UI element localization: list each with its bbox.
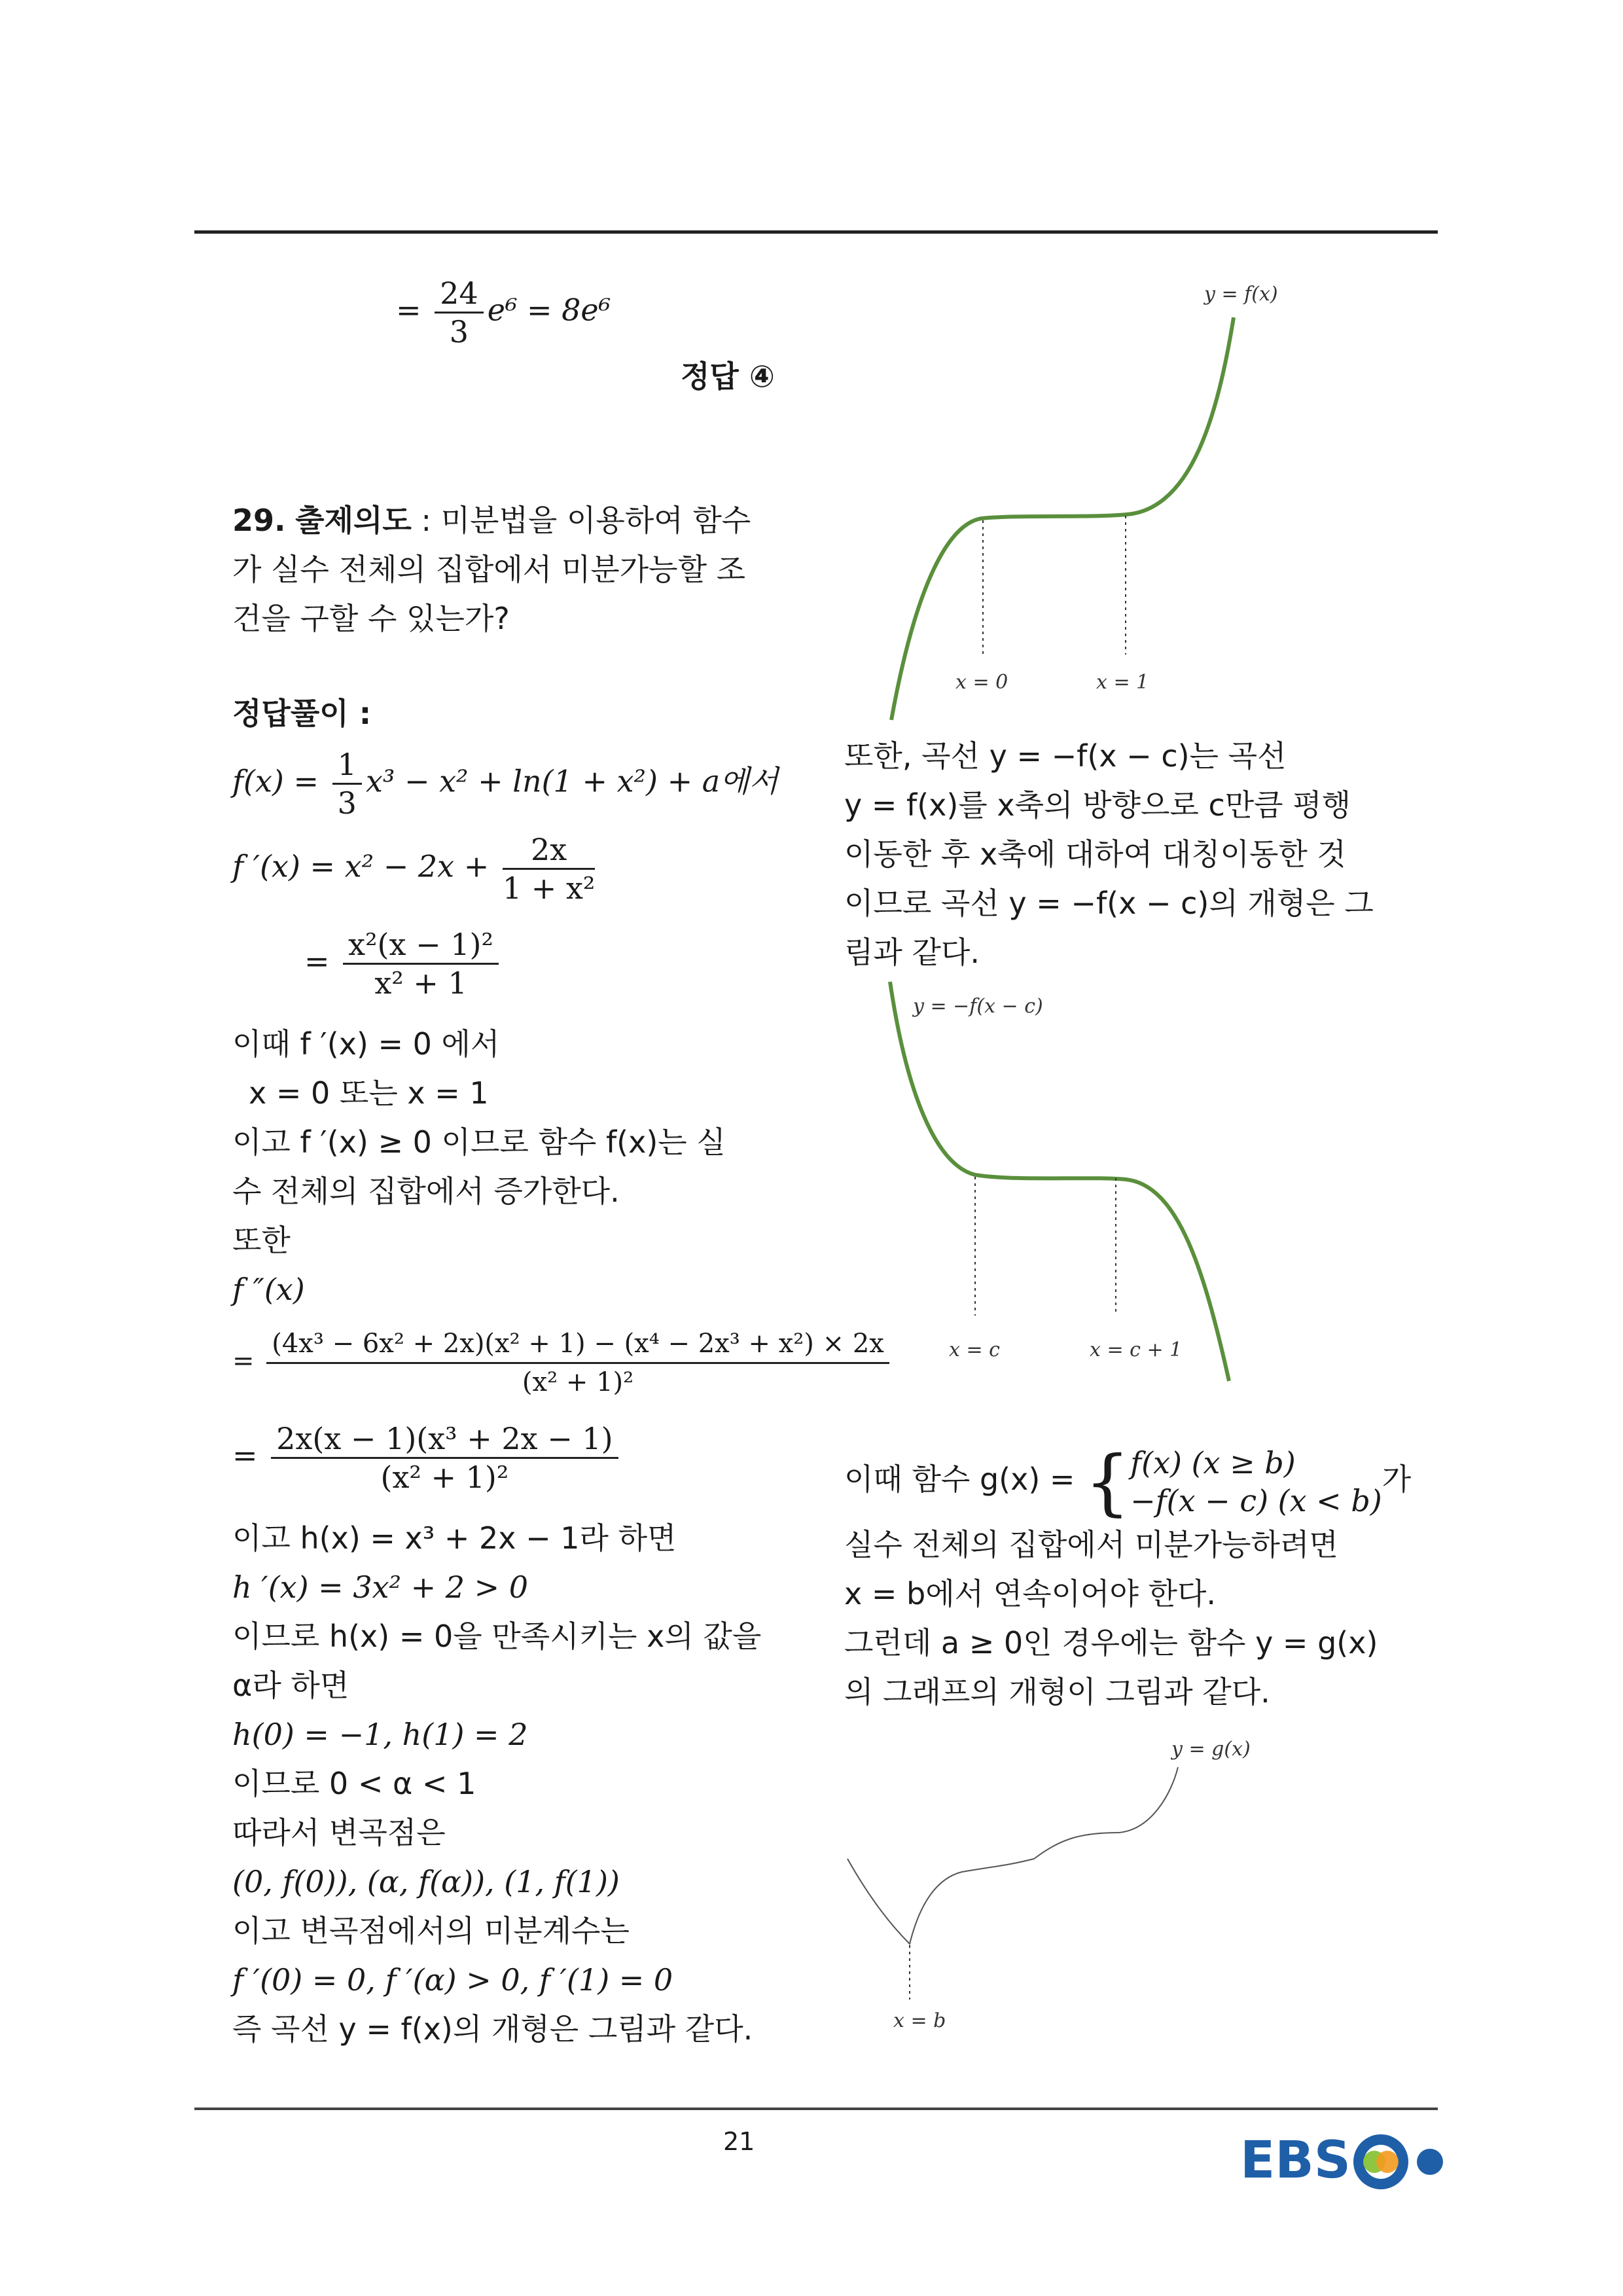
graph-f-title: y = f(x) xyxy=(1204,283,1278,306)
right-p2-l3: 그런데 a ≥ 0인 경우에는 함수 y = g(x) xyxy=(844,1625,1378,1660)
g-cases: f(x) (x ≥ b) −f(x − c) (x < b) xyxy=(1130,1445,1382,1518)
solution-label: 정답풀이 : xyxy=(232,696,372,731)
line-fpp: f ″(x) xyxy=(232,1272,305,1307)
f-definition: f(x) = $\frac{1}{3}$ x³ − x² + ln(1 + x²) + a에서 xyxy=(232,747,779,821)
top-equation: = $\frac{24}{3}$ e⁶ = 8e⁶ xyxy=(396,276,611,350)
graph-neg-f-xc-label: x = c xyxy=(949,1338,1000,1361)
top-fraction: $\frac{24}{3}$ xyxy=(435,275,484,350)
footer-rule xyxy=(194,2108,1438,2110)
ebs-logo-text: EBS xyxy=(1240,2131,1351,2190)
line-deriv: 이고 변곡점에서의 미분계수는 xyxy=(232,1913,630,1948)
curve-neg-f-shift xyxy=(890,982,1229,1381)
line-incr2: 수 전체의 집합에서 증가한다. xyxy=(232,1174,620,1209)
line-points: (0, f(0)), (α, f(α)), (1, f(1)) xyxy=(232,1864,620,1899)
line-alpha-range: 이므로 0 < α < 1 xyxy=(232,1766,476,1801)
line-derivvals: f ′(0) = 0, f ′(α) > 0, f ′(1) = 0 xyxy=(232,1962,673,1998)
f-prime: f ′(x) = x² − 2x + $\frac{2x}{\text{1 + x²}}$ xyxy=(232,832,596,906)
line-hp: h ′(x) = 3x² + 2 > 0 xyxy=(232,1570,529,1605)
problem-intent-line1: 29. 출제의도 : 미분법을 이용하여 함수 xyxy=(232,503,751,538)
graph-neg-f-shift xyxy=(851,975,1270,1394)
line-ttohan: 또한 xyxy=(232,1223,291,1258)
right-p1-l3: 이동한 후 x축에 대하여 대칭이동한 것 xyxy=(844,836,1346,872)
page-number: 21 xyxy=(723,2127,755,2156)
right-p2-l4: 의 그래프의 개형이 그림과 같다. xyxy=(844,1674,1270,1710)
line-h: 이고 h(x) = x³ + 2x − 1라 하면 xyxy=(232,1520,677,1556)
line-ittae: 이때 f ′(x) = 0 에서 xyxy=(232,1026,500,1062)
g-definition: 이때 함수 g(x) = { f(x) (x ≥ b) −f(x − c) (x < b) 가 xyxy=(844,1440,1412,1524)
graph-neg-f-title: y = −f(x − c) xyxy=(913,995,1043,1018)
brace-icon: { xyxy=(1084,1440,1131,1524)
problem-intent-line2: 가 실수 전체의 집합에서 미분가능할 조 xyxy=(232,552,746,587)
graph-g-xb-label: x = b xyxy=(893,2009,946,2032)
line-alpha2: α라 하면 xyxy=(232,1668,349,1703)
right-p2-l1: 실수 전체의 집합에서 미분가능하려면 xyxy=(844,1527,1338,1562)
line-conclusion: 즉 곡선 y = f(x)의 개형은 그림과 같다. xyxy=(232,2011,753,2047)
graph-g-title: y = g(x) xyxy=(1171,1738,1251,1761)
ebs-logo xyxy=(1240,2124,1450,2198)
line-alpha1: 이므로 h(x) = 0을 만족시키는 x의 값을 xyxy=(232,1619,762,1654)
right-p1-l4: 이므로 곡선 y = −f(x − c)의 개형은 그 xyxy=(844,886,1374,921)
graph-g xyxy=(844,1741,1263,2029)
line-incr1: 이고 f ′(x) ≥ 0 이므로 함수 f(x)는 실 xyxy=(232,1124,726,1160)
line-h01: h(0) = −1, h(1) = 2 xyxy=(232,1717,528,1752)
curve-f xyxy=(891,317,1234,720)
f-double-prime-simplified: = $\frac{\text{2x(x − 1)(x³ + 2x − 1)}}{\text{(x² + 1)²}}$ xyxy=(232,1420,622,1496)
right-p1-l5: 림과 같다. xyxy=(844,935,980,970)
f-prime-simplified: = $\frac{\text{x²(x − 1)²}}{\text{x² + 1}}$ xyxy=(304,926,503,1001)
line-inflect: 따라서 변곡점은 xyxy=(232,1815,446,1850)
answer: 정답 ④ xyxy=(681,359,775,394)
curve-g xyxy=(847,1767,1178,1944)
right-p1-l2: y = f(x)를 x축의 방향으로 c만큼 평행 xyxy=(844,787,1351,823)
graph-neg-f-xc1-label: x = c + 1 xyxy=(1090,1338,1183,1361)
line-x01: x = 0 또는 x = 1 xyxy=(249,1075,489,1111)
right-p2-l2: x = b에서 연속이어야 한다. xyxy=(844,1576,1216,1611)
problem-intent-line3: 건을 구할 수 있는가? xyxy=(232,601,510,636)
header-rule xyxy=(194,230,1438,234)
f-double-prime: = $\frac{\text{(4x³ − 6x² + 2x)(x² + 1) − (x⁴ − 2x³ + x²) × 2x}}{\text{(x² + 1)²}}$ xyxy=(232,1325,893,1401)
graph-f xyxy=(851,275,1270,733)
graph-f-x1-label: x = 1 xyxy=(1096,671,1149,694)
graph-f-x0-label: x = 0 xyxy=(955,671,1008,694)
right-p1-l1: 또한, 곡선 y = −f(x − c)는 곡선 xyxy=(844,738,1287,774)
